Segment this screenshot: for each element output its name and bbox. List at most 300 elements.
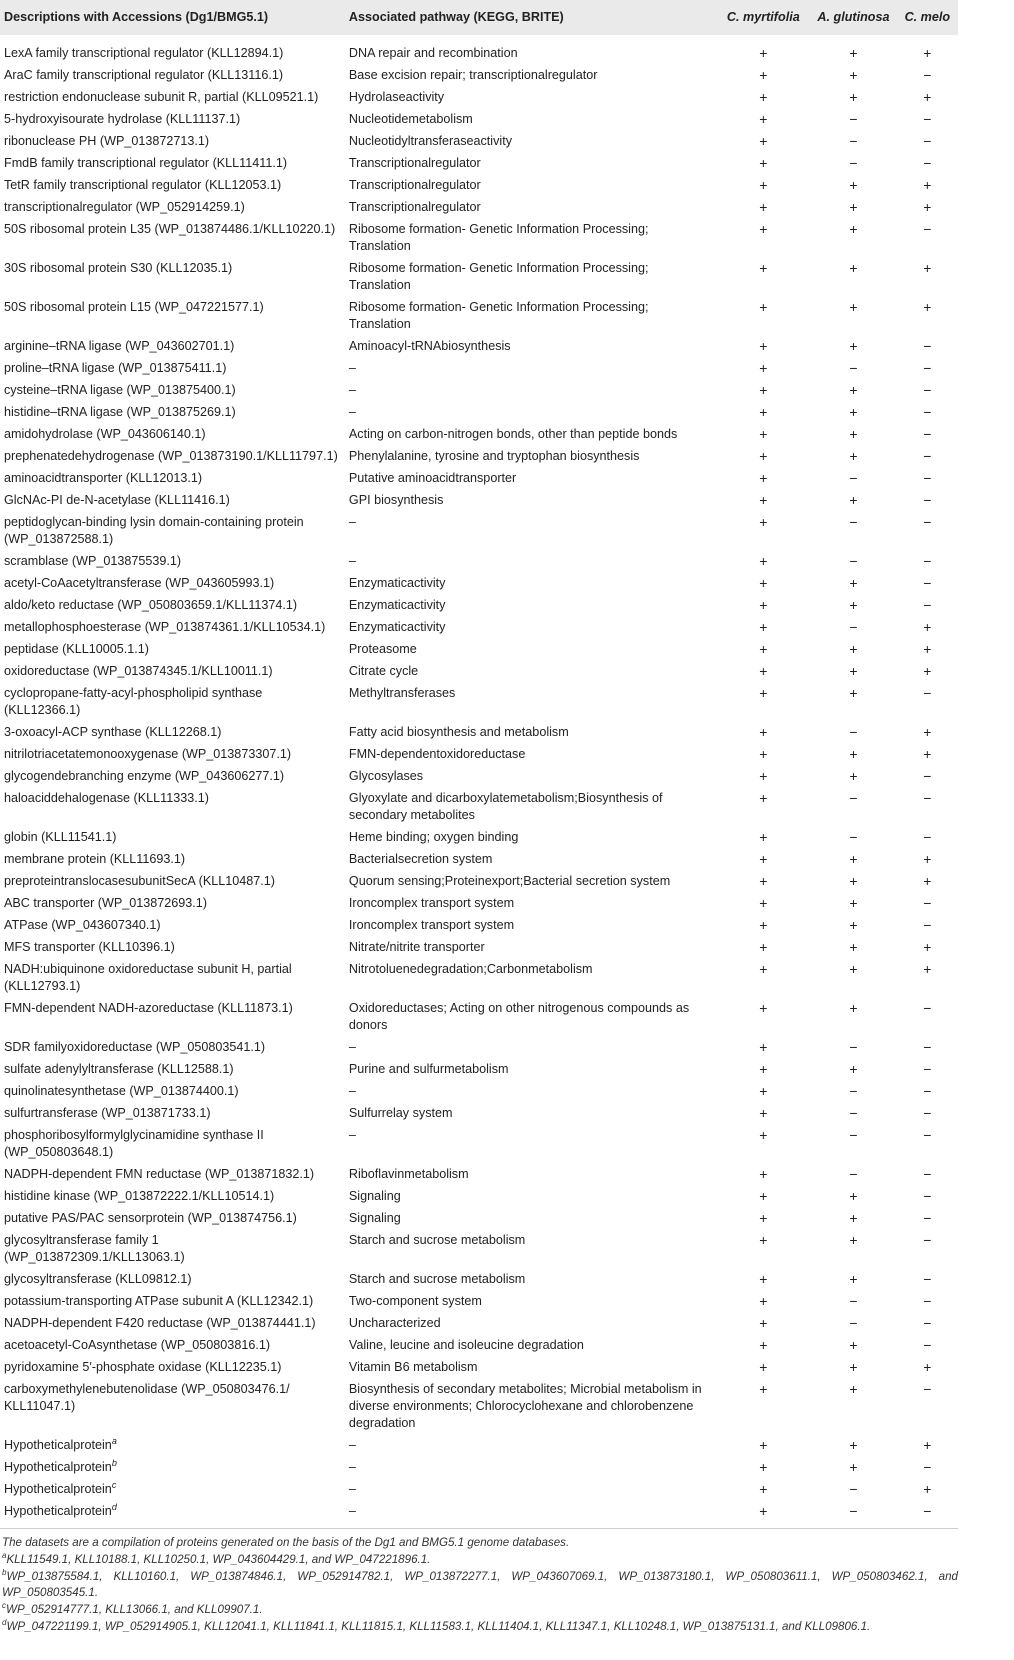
mark-c-myrtifolia: +	[759, 939, 768, 955]
row-description	[0, 490, 345, 512]
footnote-b-marker: b	[2, 1568, 7, 1578]
row-pathway: –	[348, 1438, 356, 1452]
mark-a-glutinosa: +	[849, 299, 858, 315]
mark-c-myrtifolia: +	[759, 155, 768, 171]
table-row	[0, 1186, 958, 1208]
mark-c-myrtifolia: +	[759, 426, 768, 442]
row-description	[0, 1208, 345, 1230]
mark-c-myrtifolia: +	[759, 1127, 768, 1143]
mark-a-glutinosa: −	[849, 553, 858, 569]
mark-c-melo: −	[923, 492, 932, 508]
mark-c-myrtifolia: +	[759, 1437, 768, 1453]
mark-a-glutinosa: −	[849, 1166, 858, 1182]
mark-c-myrtifolia: +	[759, 404, 768, 420]
row-description	[0, 1059, 345, 1081]
table-row	[0, 1269, 958, 1291]
row-pathway: Nitrate/nitrite transporter	[348, 940, 485, 954]
row-description	[0, 1103, 345, 1125]
table-row	[0, 722, 958, 744]
row-description	[0, 639, 345, 661]
mark-c-melo: +	[923, 961, 932, 977]
row-pathway: Citrate cycle	[348, 664, 419, 678]
description-text: phosphoribosylformylglycinamidine synthase II (WP_050803648.1)	[4, 1128, 264, 1159]
mark-c-melo: +	[923, 177, 932, 193]
row-pathway: Signaling	[348, 1189, 401, 1203]
footnote-marker: d	[111, 1501, 117, 1512]
table-row	[0, 959, 958, 998]
description-text: SDR familyoxidoreductase (WP_050803541.1)	[4, 1040, 266, 1054]
table-row	[0, 617, 958, 639]
description-text: haloaciddehalogenase (KLL11333.1)	[4, 791, 209, 805]
row-description	[0, 827, 345, 849]
mark-c-melo: +	[923, 939, 932, 955]
mark-a-glutinosa: −	[849, 1481, 858, 1497]
description-text: Hypotheticalprotein	[4, 1482, 112, 1496]
row-description	[0, 1335, 345, 1357]
mark-c-myrtifolia: +	[716, 1501, 810, 1529]
mark-c-melo: +	[923, 873, 932, 889]
mark-a-glutinosa: −	[849, 1039, 858, 1055]
table-row	[0, 1357, 958, 1379]
row-pathway: Bacterialsecretion system	[348, 852, 493, 866]
mark-a-glutinosa: −	[849, 619, 858, 635]
description-text: pyridoxamine 5′-phosphate oxidase (KLL12235.1)	[4, 1360, 282, 1374]
description-text: ribonuclease PH (WP_013872713.1)	[4, 134, 210, 148]
mark-c-myrtifolia: +	[759, 260, 768, 276]
mark-a-glutinosa: −	[849, 1293, 858, 1309]
mark-a-glutinosa: +	[849, 177, 858, 193]
table-row	[0, 661, 958, 683]
mark-a-glutinosa: −	[849, 1127, 858, 1143]
row-description	[0, 258, 345, 297]
table-body	[0, 35, 958, 1529]
mark-a-glutinosa: +	[849, 260, 858, 276]
row-description	[0, 402, 345, 424]
mark-c-myrtifolia: +	[759, 382, 768, 398]
row-description	[0, 1457, 345, 1479]
table-row	[0, 998, 958, 1037]
mark-c-myrtifolia: +	[759, 133, 768, 149]
mark-c-melo: +	[923, 89, 932, 105]
description-text: ABC transporter (WP_013872693.1)	[4, 896, 208, 910]
mark-c-myrtifolia: +	[759, 1315, 768, 1331]
row-pathway: Putative aminoacidtransporter	[348, 471, 517, 485]
row-pathway: Ribosome formation- Genetic Information Processing; Translation	[348, 222, 649, 253]
row-description	[0, 1291, 345, 1313]
description-text: FmdB family transcriptional regulator (KLL11411.1)	[4, 156, 288, 170]
description-text: histidine–tRNA ligase (WP_013875269.1)	[4, 405, 236, 419]
mark-c-myrtifolia: +	[759, 724, 768, 740]
row-description	[0, 87, 345, 109]
row-pathway: Hydrolaseactivity	[348, 90, 445, 104]
mark-c-melo: −	[923, 553, 932, 569]
row-pathway: GPI biosynthesis	[348, 493, 444, 507]
row-description	[0, 722, 345, 744]
mark-a-glutinosa: −	[849, 1315, 858, 1331]
description-text: cyclopropane-fatty-acyl-phospholipid synthase (KLL12366.1)	[4, 686, 263, 717]
row-description	[0, 1269, 345, 1291]
mark-c-myrtifolia: +	[759, 1293, 768, 1309]
description-text: amidohydrolase (WP_043606140.1)	[4, 427, 206, 441]
header-c-myrtifolia: C. myrtifolia	[726, 10, 800, 24]
mark-c-melo: −	[923, 1271, 932, 1287]
table-row	[0, 1164, 958, 1186]
row-pathway: Signaling	[348, 1211, 401, 1225]
mark-c-melo: +	[923, 45, 932, 61]
mark-c-melo: −	[923, 768, 932, 784]
row-pathway: Aminoacyl-tRNAbiosynthesis	[348, 339, 511, 353]
table-row	[0, 683, 958, 722]
description-text: acetoacetyl-CoAsynthetase (WP_050803816.1)	[4, 1338, 271, 1352]
mark-c-melo: −	[923, 1459, 932, 1475]
mark-a-glutinosa: −	[849, 790, 858, 806]
mark-c-myrtifolia: +	[759, 492, 768, 508]
mark-c-melo: −	[923, 1127, 932, 1143]
header-a-glutinosa: A. glutinosa	[817, 10, 890, 24]
row-pathway: –	[348, 361, 356, 375]
row-pathway: Uncharacterized	[348, 1316, 441, 1330]
row-description	[0, 1164, 345, 1186]
table-row	[0, 358, 958, 380]
row-description	[0, 424, 345, 446]
description-text: transcriptionalregulator (WP_052914259.1)	[4, 200, 245, 214]
mark-a-glutinosa: −	[849, 724, 858, 740]
row-description	[0, 1186, 345, 1208]
mark-a-glutinosa: −	[849, 155, 858, 171]
mark-c-melo: −	[923, 917, 932, 933]
row-pathway: Nucleotidemetabolism	[348, 112, 473, 126]
row-pathway: Nucleotidyltransferaseactivity	[348, 134, 512, 148]
mark-c-melo: −	[923, 1105, 932, 1121]
table-row	[0, 109, 958, 131]
row-pathway: –	[345, 1501, 716, 1529]
description-text: potassium-transporting ATPase subunit A (KLL12342.1)	[4, 1294, 314, 1308]
mark-c-melo: −	[923, 426, 932, 442]
table-row	[0, 1081, 958, 1103]
mark-c-myrtifolia: +	[759, 829, 768, 845]
description-text: histidine kinase (WP_013872222.1/KLL10514.1)	[4, 1189, 275, 1203]
row-pathway: Sulfurrelay system	[348, 1106, 453, 1120]
mark-a-glutinosa: −	[849, 470, 858, 486]
table-row	[0, 1059, 958, 1081]
mark-c-myrtifolia: +	[759, 663, 768, 679]
description-text: TetR family transcriptional regulator (KLL12053.1)	[4, 178, 282, 192]
row-description	[0, 871, 345, 893]
description-text: 50S ribosomal protein L35 (WP_013874486.1/KLL10220.1)	[4, 222, 336, 236]
table-row	[0, 424, 958, 446]
mark-c-melo: +	[923, 1481, 932, 1497]
row-description	[0, 1501, 345, 1529]
description-text: LexA family transcriptional regulator (KLL12894.1)	[4, 46, 284, 60]
description-text: ATPase (WP_043607340.1)	[4, 918, 161, 932]
mark-a-glutinosa: −	[849, 360, 858, 376]
mark-a-glutinosa: −	[849, 133, 858, 149]
mark-c-melo: −	[923, 382, 932, 398]
description-text: prephenatedehydrogenase (WP_013873190.1/KLL11797.1)	[4, 449, 338, 463]
table-row	[0, 849, 958, 871]
description-text: sulfurtransferase (WP_013871733.1)	[4, 1106, 211, 1120]
mark-c-melo: −	[923, 1293, 932, 1309]
row-description	[0, 446, 345, 468]
mark-c-melo: +	[923, 1437, 932, 1453]
row-pathway: Ironcomplex transport system	[348, 918, 515, 932]
row-description	[0, 744, 345, 766]
mark-c-myrtifolia: +	[759, 1039, 768, 1055]
row-pathway: Heme binding; oxygen binding	[348, 830, 519, 844]
table-row	[0, 65, 958, 87]
description-text: 3-oxoacyl-ACP synthase (KLL12268.1)	[4, 725, 222, 739]
row-description	[0, 1125, 345, 1164]
mark-c-melo: −	[923, 338, 932, 354]
mark-c-melo: −	[923, 1166, 932, 1182]
table-footnotes	[0, 1529, 958, 1635]
row-pathway: –	[348, 554, 356, 568]
mark-c-melo: +	[923, 851, 932, 867]
row-pathway: Acting on carbon-nitrogen bonds, other than peptide bonds	[348, 427, 678, 441]
mark-c-melo: −	[897, 1501, 958, 1529]
mark-c-myrtifolia: +	[759, 619, 768, 635]
mark-a-glutinosa: +	[849, 448, 858, 464]
mark-c-melo: +	[923, 746, 932, 762]
row-description	[0, 1230, 345, 1269]
row-description	[0, 512, 345, 551]
mark-a-glutinosa: −	[849, 1105, 858, 1121]
row-description	[0, 153, 345, 175]
row-description	[0, 849, 345, 871]
table-row	[0, 573, 958, 595]
mark-a-glutinosa: −	[849, 111, 858, 127]
mark-a-glutinosa: +	[849, 1188, 858, 1204]
mark-c-melo: +	[923, 199, 932, 215]
row-pathway: Enzymaticactivity	[348, 598, 446, 612]
mark-a-glutinosa: +	[849, 768, 858, 784]
table-row	[0, 1457, 958, 1479]
row-description	[0, 1479, 345, 1501]
mark-c-myrtifolia: +	[759, 1337, 768, 1353]
footnote-marker: b	[111, 1457, 117, 1468]
description-text: NADH:ubiquinone oxidoreductase subunit H, partial (KLL12793.1)	[4, 962, 292, 993]
row-pathway: Transcriptionalregulator	[348, 178, 481, 192]
mark-c-melo: −	[923, 360, 932, 376]
description-text: metallophosphoesterase (WP_013874361.1/KLL10534.1)	[4, 620, 326, 634]
table-row	[0, 297, 958, 336]
mark-a-glutinosa: +	[849, 1000, 858, 1016]
mark-c-myrtifolia: +	[759, 553, 768, 569]
table-row	[0, 871, 958, 893]
table-row	[0, 1208, 958, 1230]
row-pathway: Quorum sensing;Proteinexport;Bacterial secretion system	[348, 874, 671, 888]
row-description	[0, 1435, 345, 1457]
description-text: restriction endonuclease subunit R, partial (KLL09521.1)	[4, 90, 319, 104]
mark-c-myrtifolia: +	[759, 1459, 768, 1475]
row-pathway: Fatty acid biosynthesis and metabolism	[348, 725, 569, 739]
description-text: sulfate adenylyltransferase (KLL12588.1)	[4, 1062, 234, 1076]
description-text: MFS transporter (KLL10396.1)	[4, 940, 175, 954]
footnote-c-text: WP_052914777.1, KLL13066.1, and KLL09907.1.	[6, 1603, 263, 1616]
mark-a-glutinosa: +	[849, 1359, 858, 1375]
mark-c-melo: +	[923, 260, 932, 276]
row-description	[0, 661, 345, 683]
row-pathway: Enzymaticactivity	[348, 620, 446, 634]
mark-a-glutinosa: −	[849, 514, 858, 530]
mark-c-myrtifolia: +	[759, 790, 768, 806]
description-text: scramblase (WP_013875539.1)	[4, 554, 182, 568]
mark-a-glutinosa: +	[849, 1210, 858, 1226]
mark-c-myrtifolia: +	[759, 1188, 768, 1204]
footnote-b	[2, 1569, 958, 1601]
row-description	[0, 573, 345, 595]
mark-a-glutinosa: +	[849, 575, 858, 591]
mark-c-myrtifolia: +	[759, 1359, 768, 1375]
table-row	[0, 937, 958, 959]
footnote-main: The datasets are a compilation of proteins generated on the basis of the Dg1 and BMG5.1 genome databases.	[2, 1536, 570, 1549]
footnote-marker: c	[111, 1479, 117, 1490]
description-text: 50S ribosomal protein L15 (WP_047221577.1)	[4, 300, 264, 314]
row-description	[0, 197, 345, 219]
table-row	[0, 788, 958, 827]
header-c-melo: C. melo	[904, 10, 951, 24]
mark-c-melo: +	[923, 663, 932, 679]
mark-a-glutinosa: +	[849, 685, 858, 701]
table-row	[0, 131, 958, 153]
mark-a-glutinosa: −	[849, 829, 858, 845]
row-description	[0, 1037, 345, 1059]
mark-c-myrtifolia: +	[759, 67, 768, 83]
row-description	[0, 937, 345, 959]
description-text: aminoacidtransporter (KLL12013.1)	[4, 471, 203, 485]
mark-c-melo: +	[923, 641, 932, 657]
row-description	[0, 219, 345, 258]
mark-c-myrtifolia: +	[759, 1105, 768, 1121]
row-pathway: Transcriptionalregulator	[348, 200, 481, 214]
description-text: Hypotheticalprotein	[4, 1438, 112, 1452]
mark-c-melo: −	[923, 1188, 932, 1204]
table-row	[0, 512, 958, 551]
mark-c-myrtifolia: +	[759, 768, 768, 784]
mark-c-melo: −	[923, 597, 932, 613]
table-row	[0, 744, 958, 766]
description-text: carboxymethylenebutenolidase (WP_050803476.1/ KLL11047.1)	[4, 1382, 290, 1413]
table-row	[0, 1230, 958, 1269]
footnote-a-text: KLL11549.1, KLL10188.1, KLL10250.1, WP_043604429.1, and WP_047221896.1.	[6, 1553, 431, 1566]
mark-a-glutinosa: +	[849, 746, 858, 762]
table-row	[0, 197, 958, 219]
mark-a-glutinosa: −	[810, 1501, 896, 1529]
mark-c-melo: −	[923, 155, 932, 171]
row-description	[0, 766, 345, 788]
footnote-marker: a	[111, 1435, 117, 1446]
row-pathway: Ironcomplex transport system	[348, 896, 515, 910]
table-row	[0, 1125, 958, 1164]
mark-a-glutinosa: +	[849, 45, 858, 61]
row-description	[0, 617, 345, 639]
mark-c-myrtifolia: +	[759, 89, 768, 105]
row-pathway: Valine, leucine and isoleucine degradation	[348, 1338, 584, 1352]
mark-a-glutinosa: +	[849, 492, 858, 508]
table-row	[0, 258, 958, 297]
table-row	[0, 1435, 958, 1457]
mark-c-melo: −	[923, 1232, 932, 1248]
table-row	[0, 1379, 958, 1435]
mark-c-myrtifolia: +	[759, 177, 768, 193]
mark-c-melo: −	[923, 221, 932, 237]
table-row	[0, 175, 958, 197]
mark-a-glutinosa: +	[849, 67, 858, 83]
mark-a-glutinosa: +	[849, 663, 858, 679]
mark-c-melo: −	[923, 67, 932, 83]
mark-c-melo: −	[923, 470, 932, 486]
description-text: membrane protein (KLL11693.1)	[4, 852, 186, 866]
mark-c-melo: −	[923, 1000, 932, 1016]
mark-c-myrtifolia: +	[759, 1232, 768, 1248]
mark-c-myrtifolia: +	[759, 575, 768, 591]
mark-c-melo: −	[923, 829, 932, 845]
row-pathway: –	[348, 1460, 356, 1474]
mark-c-melo: −	[923, 575, 932, 591]
mark-a-glutinosa: +	[849, 641, 858, 657]
mark-a-glutinosa: +	[849, 89, 858, 105]
footnote-d-marker: d	[2, 1618, 7, 1628]
row-pathway: Phenylalanine, tyrosine and tryptophan biosynthesis	[348, 449, 640, 463]
row-pathway: –	[348, 1084, 356, 1098]
table-row	[0, 402, 958, 424]
table-row	[0, 446, 958, 468]
row-description	[0, 595, 345, 617]
mark-a-glutinosa: +	[849, 961, 858, 977]
row-description	[0, 788, 345, 827]
row-pathway: Methyltransferases	[348, 686, 456, 700]
mark-c-myrtifolia: +	[759, 895, 768, 911]
mark-c-myrtifolia: +	[759, 111, 768, 127]
mark-c-myrtifolia: +	[759, 45, 768, 61]
mark-c-melo: −	[923, 1061, 932, 1077]
mark-c-melo: +	[923, 1359, 932, 1375]
mark-a-glutinosa: +	[849, 873, 858, 889]
mark-a-glutinosa: +	[849, 426, 858, 442]
row-description	[0, 358, 345, 380]
mark-c-myrtifolia: +	[759, 1061, 768, 1077]
row-description	[0, 1379, 345, 1435]
row-pathway: Riboflavinmetabolism	[348, 1167, 469, 1181]
mark-c-melo: −	[923, 895, 932, 911]
mark-c-myrtifolia: +	[759, 1000, 768, 1016]
footnote-d	[2, 1619, 958, 1635]
row-pathway: Enzymaticactivity	[348, 576, 446, 590]
mark-a-glutinosa: +	[849, 939, 858, 955]
table-row	[0, 1103, 958, 1125]
mark-c-myrtifolia: +	[759, 1271, 768, 1287]
mark-a-glutinosa: +	[849, 917, 858, 933]
mark-a-glutinosa: +	[849, 382, 858, 398]
mark-a-glutinosa: +	[849, 1381, 858, 1397]
row-description	[0, 1357, 345, 1379]
mark-c-myrtifolia: +	[759, 338, 768, 354]
description-text: AraC family transcriptional regulator (KLL13116.1)	[4, 68, 284, 82]
mark-c-melo: −	[923, 1337, 932, 1353]
mark-c-myrtifolia: +	[759, 360, 768, 376]
mark-c-myrtifolia: +	[759, 199, 768, 215]
row-pathway: –	[348, 515, 356, 529]
mark-c-myrtifolia: +	[759, 221, 768, 237]
row-description	[0, 915, 345, 937]
row-description	[0, 297, 345, 336]
row-pathway: –	[348, 405, 356, 419]
row-pathway: Starch and sucrose metabolism	[348, 1272, 526, 1286]
mark-c-myrtifolia: +	[759, 1481, 768, 1497]
mark-a-glutinosa: +	[849, 199, 858, 215]
table-row	[0, 1291, 958, 1313]
row-description	[0, 551, 345, 573]
